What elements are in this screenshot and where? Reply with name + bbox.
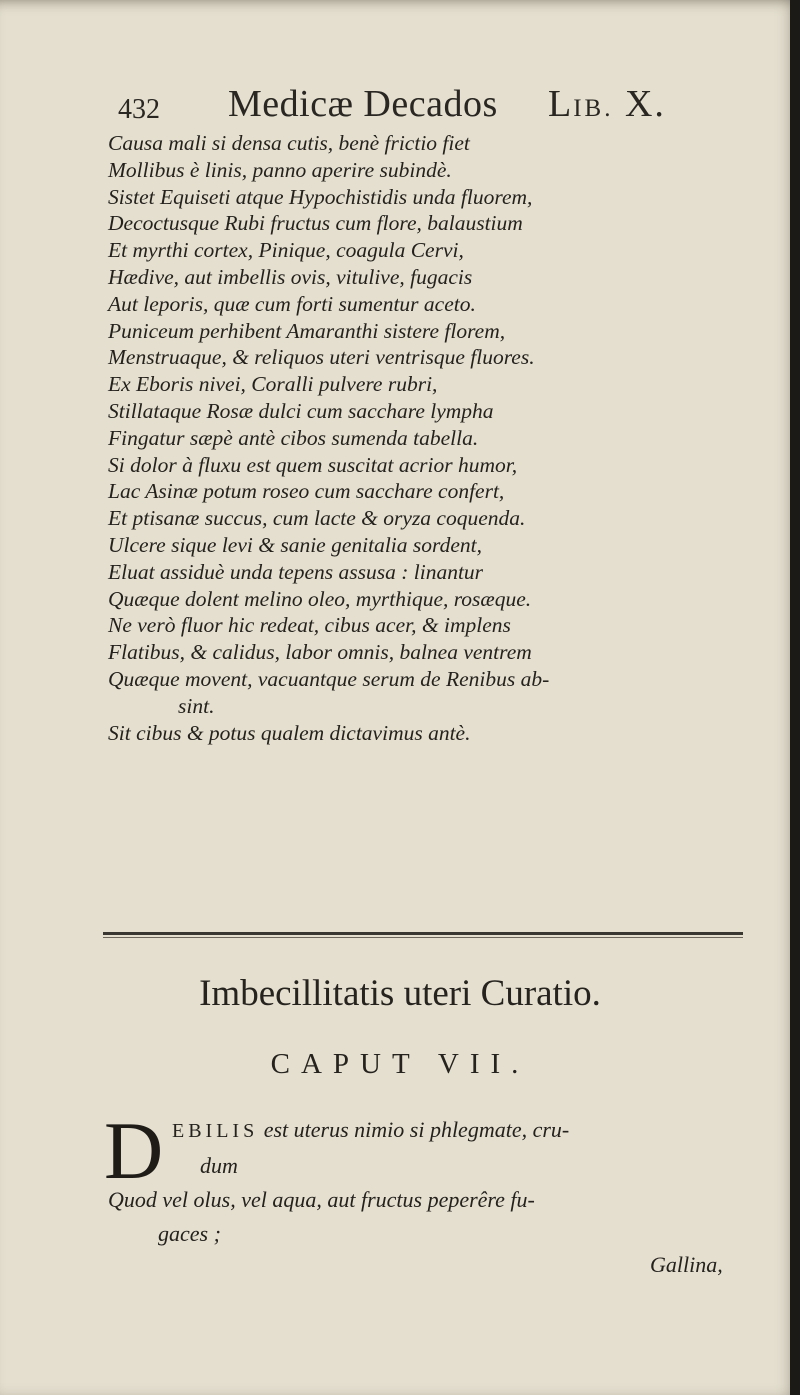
verse-line: Decoctusque Rubi fructus cum flore, balaustium <box>108 211 523 236</box>
verse-line: Sistet Equiseti atque Hypochistidis unda fluorem, <box>108 184 533 209</box>
opening-line-1-rest: est uterus nimio si phlegmate, cru- <box>263 1117 570 1142</box>
catchword: Gallina, <box>650 1252 723 1277</box>
verse-line: Hædive, aut imbellis ovis, vitulive, fugacis <box>108 264 473 289</box>
book-label-small: IB. <box>573 95 614 122</box>
verse-line: Stillataque Rosæ dulci cum sacchare lympha <box>108 398 494 423</box>
verse-block <box>108 130 758 746</box>
book-label <box>548 82 666 126</box>
opening-line-3: Quod vel olus, vel aqua, aut fructus peperêre fu- <box>108 1187 535 1212</box>
verse-line: sint. <box>178 693 215 718</box>
opening-line-4: gaces ; <box>158 1221 221 1246</box>
book-label-prefix: L <box>548 83 574 125</box>
verse-line: Et myrthi cortex, Pinique, coagula Cervi, <box>108 238 464 263</box>
verse-line: Et ptisanæ succus, cum lacte & oryza coquenda. <box>108 506 526 531</box>
section-title: Imbecillitatis uteri Curatio. <box>199 973 601 1014</box>
verse-line: Quæque movent, vacuantque serum de Renibus ab- <box>108 666 550 691</box>
verse-line: Puniceum perhibent Amaranthi sistere florem, <box>108 318 506 343</box>
verse-line: Sit cibus & potus qualem dictavimus antè. <box>108 720 471 745</box>
verse-line: Causa mali si densa cutis, benè frictio fiet <box>108 131 470 155</box>
opening-smallcaps: EBILIS <box>172 1120 259 1142</box>
verse-line: Flatibus, & calidus, labor omnis, balnea ventrem <box>108 640 532 665</box>
verse-line: Quæque dolent melino oleo, myrthique, rosæque. <box>108 586 532 611</box>
verse-line: Eluat assiduè unda tepens assusa : linantur <box>108 559 484 584</box>
running-title: Medicæ Decados <box>228 83 498 125</box>
binding-edge <box>790 0 800 1395</box>
verse-line: Aut leporis, quæ cum forti sumentur aceto. <box>108 291 476 316</box>
drop-cap: D <box>104 1105 164 1196</box>
verse-line: Menstruaque, & reliquos uteri ventrisque fluores. <box>108 345 535 370</box>
verse-line: Mollibus è linis, panno aperire subindè. <box>108 157 452 182</box>
verse-line: Si dolor à fluxu est quem suscitat acrior humor, <box>108 452 518 477</box>
verse-line: Ex Eboris nivei, Coralli pulvere rubri, <box>108 372 438 397</box>
section-divider <box>103 932 743 935</box>
running-header <box>118 82 678 132</box>
page-number: 432 <box>118 94 160 125</box>
chapter-heading: CAPUT VII. <box>270 1048 530 1080</box>
verse-line: Ne verò fluor hic redeat, cibus acer, & implens <box>108 613 511 638</box>
verse-line: Ulcere sique levi & sanie genitalia sordent, <box>108 532 482 557</box>
book-number: X. <box>624 83 666 125</box>
verse-line: Lac Asinæ potum roseo cum sacchare confert, <box>108 479 505 504</box>
verse-line: Fingatur sæpè antè cibos sumenda tabella. <box>108 425 479 450</box>
section-divider-thin <box>103 937 743 938</box>
opening-line-2: dum <box>200 1153 238 1178</box>
opening-line-1 <box>172 1115 569 1146</box>
